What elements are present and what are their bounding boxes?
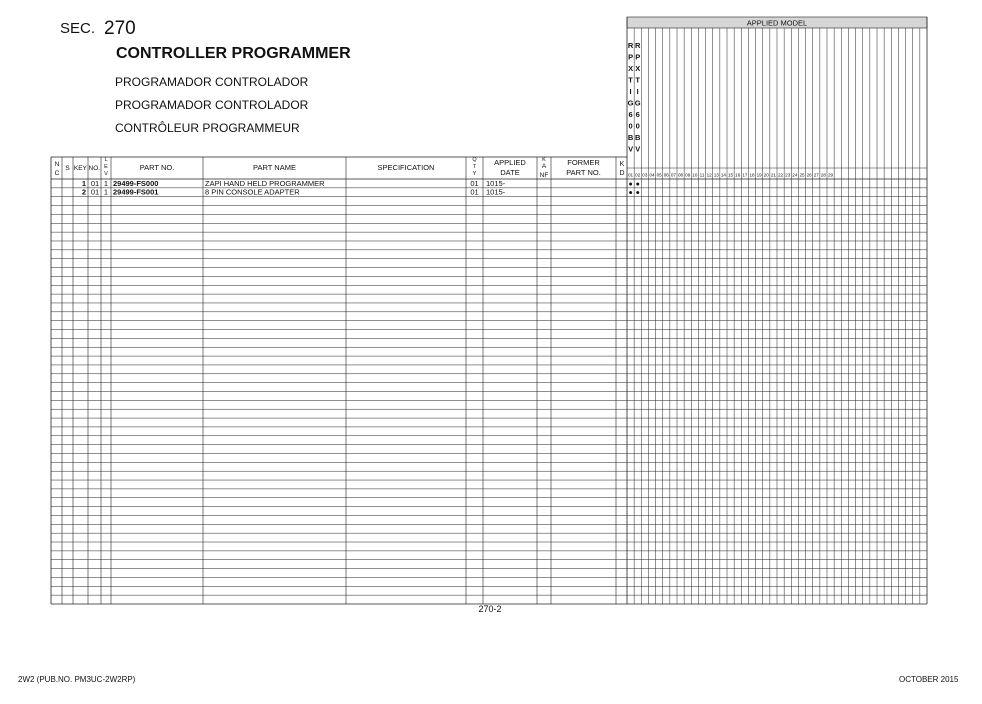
model-column-number: 08 [678, 172, 684, 178]
model-column-number: 04 [649, 172, 655, 178]
model-column-number: 19 [756, 172, 762, 178]
row-applied-date: 1015- [486, 187, 506, 197]
header-part-name: PART NAME [253, 163, 296, 172]
row-qty: 01 [470, 178, 479, 188]
model-code-letter: R [635, 41, 641, 50]
header-key-no: KEY NO. [73, 165, 101, 172]
header-kd: K [619, 161, 625, 168]
header-former-part-no: FORMER [567, 158, 600, 167]
model-code-letter: T [635, 75, 641, 85]
row-sub-no: 01 [90, 178, 100, 188]
header-part-no: PART NO. [139, 163, 175, 172]
model-column-number: 02 [635, 172, 641, 178]
model-column-number: 03 [642, 172, 648, 178]
model-column-number: 18 [749, 172, 755, 178]
model-code-letter: R [627, 41, 634, 50]
model-column-number: 11 [699, 172, 705, 178]
header-lev: V [104, 171, 108, 177]
section-label: SEC. [60, 20, 96, 37]
title-french: CONTRÔLEUR PROGRAMMEUR [115, 121, 300, 135]
model-code-letter: X [628, 64, 634, 73]
model-column-number: 22 [778, 172, 784, 178]
row-key-no: 1 [81, 178, 86, 188]
model-column-number: 24 [792, 172, 798, 178]
title-spanish-1: PROGRAMADOR CONTROLADOR [115, 75, 309, 89]
model-column-number: 21 [770, 172, 776, 178]
header-qty: T [472, 164, 477, 170]
row-model-mark: ● [628, 189, 633, 197]
model-code-letter: B [627, 133, 634, 142]
model-code-letter: 0 [635, 121, 640, 131]
row-lev: 1 [103, 187, 109, 197]
model-code-letter: G [634, 98, 641, 108]
model-code-letter: V [635, 144, 641, 154]
model-code-letter: 6 [635, 110, 640, 119]
page-title: CONTROLLER PROGRAMMER [116, 45, 351, 62]
applied-model-label: APPLIED MODEL [746, 18, 808, 28]
model-column-number: 14 [720, 172, 726, 178]
model-column-number: 29 [828, 172, 834, 178]
header-specification: SPECIFICATION [377, 163, 435, 172]
row-qty: 01 [470, 187, 479, 197]
header-kd: D [619, 170, 625, 177]
model-column-number: 13 [713, 172, 719, 178]
header-kanf: NF [539, 172, 549, 179]
header-nc: C [54, 170, 60, 177]
model-code-letter: V [628, 144, 634, 154]
header-kanf: K [542, 157, 546, 163]
model-column-number: 07 [670, 172, 676, 178]
model-column-number: 05 [656, 172, 662, 178]
model-code-letter: I [629, 87, 632, 96]
model-code-letter: P [628, 52, 634, 62]
row-model-mark: ● [635, 189, 640, 197]
model-code-letter: 6 [628, 110, 633, 119]
header-qty: Y [472, 171, 477, 177]
model-column-number: 23 [785, 172, 791, 178]
row-part-no: 29499-FS000 [113, 178, 159, 188]
row-model-mark: ● [628, 180, 633, 188]
header-qty: Q [472, 157, 477, 163]
header-s: S [65, 165, 70, 172]
page-number: 270-2 [478, 604, 502, 614]
footer-date: OCTOBER 2015 [899, 675, 959, 684]
header-kanf: A [541, 163, 547, 170]
model-code-letter: 0 [628, 121, 633, 131]
model-code-letter: X [635, 64, 641, 73]
row-key-no: 2 [81, 187, 86, 197]
model-column-number: 25 [799, 172, 805, 178]
model-code-letter: T [628, 75, 633, 85]
row-part-no: 29499-FS001 [113, 187, 159, 197]
model-column-number: 12 [706, 172, 712, 178]
model-code-letter: P [635, 52, 641, 62]
model-column-number: 27 [813, 172, 819, 178]
title-spanish-2: PROGRAMADOR CONTROLADOR [115, 98, 309, 112]
model-column-number: 15 [728, 172, 734, 178]
header-lev: E [104, 164, 108, 170]
header-applied-date: DATE [500, 168, 520, 177]
model-column-number: 20 [763, 172, 769, 178]
row-model-mark: ● [635, 180, 640, 188]
model-column-number: 09 [685, 172, 691, 178]
row-lev: 1 [103, 178, 109, 188]
model-column-number: 10 [692, 172, 698, 178]
header-former-part-no: PART NO. [566, 168, 601, 177]
footer-publication: 2W2 (PUB.NO. PM3UC-2W2RP) [18, 675, 136, 684]
row-part-name: ZAPI HAND HELD PROGRAMMER [205, 178, 325, 188]
model-column-number: 28 [820, 172, 826, 178]
header-lev: L [104, 157, 108, 163]
model-column-number: 17 [742, 172, 748, 178]
model-code-letter: G [627, 98, 634, 108]
model-column-number: 26 [806, 172, 812, 178]
row-applied-date: 1015- [486, 178, 506, 188]
model-column-number: 01 [628, 172, 634, 178]
model-code-letter: B [635, 133, 641, 142]
row-sub-no: 01 [90, 187, 100, 197]
model-code-letter: I [636, 87, 639, 96]
section-number: 270 [104, 18, 136, 39]
header-nc: N [54, 161, 60, 168]
row-part-name: 8 PIN CONSOLE ADAPTER [205, 187, 300, 197]
model-column-number: 16 [735, 172, 741, 178]
header-applied-date: APPLIED [494, 158, 526, 167]
model-column-number: 06 [663, 172, 669, 178]
